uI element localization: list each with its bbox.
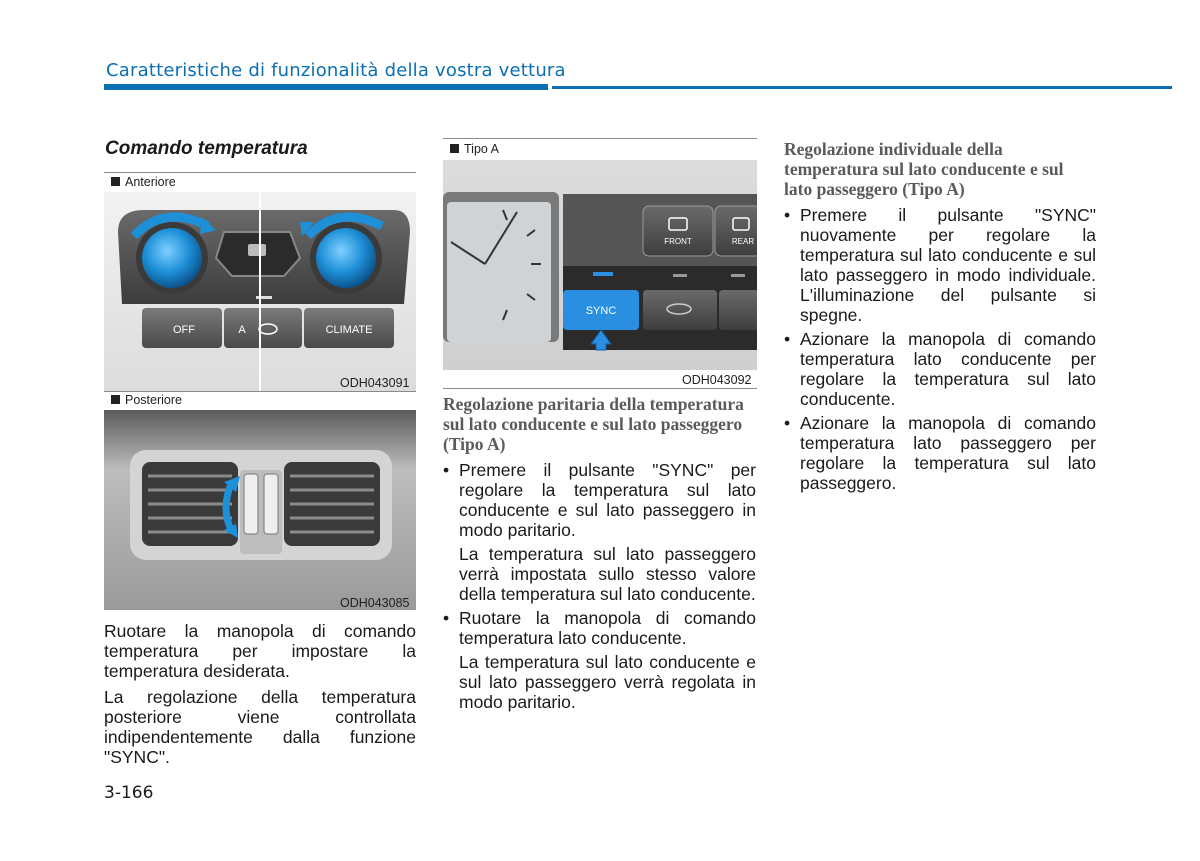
header-rule-thick (104, 84, 548, 90)
rear-vent-illustration (104, 410, 416, 610)
bullet-item: • Premere il pulsante "SYNC" per regolare la temperatura sul lato conducente e sul lato passeggero in modo paritario. (443, 460, 756, 540)
sync-button-label: SYNC (585, 305, 617, 317)
front-a-button-label: A (238, 324, 246, 336)
page-number: 3-166 (104, 783, 154, 803)
figure-label-front: Anteriore (111, 175, 176, 189)
paragraph: Ruotare la manopola di comando temperatura per impostare la temperatura desiderata. (104, 621, 416, 681)
front-defrost-button-label: FRONT (664, 237, 692, 246)
figure-frame-front (104, 172, 416, 173)
middle-text-column (443, 394, 756, 716)
bullet-continuation: La temperatura sul lato conducente e sul lato passeggero verrà regolata in modo paritario. (459, 652, 756, 712)
sync-panel-illustration (443, 160, 757, 370)
bullet-item: • Ruotare la manopola di comando temperatura lato conducente. (443, 608, 756, 648)
figure-label-type-a: Tipo A (450, 142, 499, 156)
figure-code-front: ODH043091 (340, 376, 410, 390)
front-control-panel-illustration (104, 192, 416, 392)
figure-label-rear: Posteriore (111, 393, 182, 407)
section-heading: Regolazione paritaria della temperatura sul lato conducente e sul lato passeggero (Tipo A) (443, 394, 744, 454)
figure-frame-type-a-bottom (443, 388, 757, 389)
bullet-item: • Premere il pulsante "SYNC" nuovamente per regolare la temperatura sul lato conducente e sul lato passeggero in modo individuale. L'illuminazione del pulsante si spegne. (784, 205, 1096, 325)
left-text-column (104, 621, 416, 773)
section-heading: Regolazione individuale della temperatura sul lato conducente e sul lato passeggero (Tipo A) (784, 139, 1064, 199)
figure-frame-type-a (443, 138, 757, 139)
paragraph: La regolazione della temperatura posteriore viene controllata indipendentemente dalla funzione "SYNC". (104, 687, 416, 767)
header-rule-thin (552, 86, 1172, 89)
front-climate-button-label: CLIMATE (325, 324, 373, 336)
figure-code-rear: ODH043085 (340, 596, 410, 610)
bullet-continuation: La temperatura sul lato passeggero verrà impostata sullo stesso valore della temperatura sul lato conducente. (459, 544, 756, 604)
bullet-item: • Azionare la manopola di comando temperatura lato conducente per regolare la temperatura sul lato conducente. (784, 329, 1096, 409)
chapter-title: Caratteristiche di funzionalità della vostra vettura (106, 60, 566, 81)
rear-defrost-button-label: REAR (731, 237, 755, 246)
figure-frame-rear (104, 391, 416, 392)
right-text-column (784, 139, 1096, 497)
bullet-square-icon (111, 395, 120, 404)
bullet-square-icon (111, 177, 120, 186)
figure-code-type-a: ODH043092 (682, 373, 752, 387)
bullet-square-icon (450, 144, 459, 153)
front-off-button-label: OFF (173, 324, 195, 336)
section-title: Comando temperatura (105, 138, 308, 159)
bullet-item: • Azionare la manopola di comando temperatura lato passeggero per regolare la temperatura sul lato passeggero. (784, 413, 1096, 493)
